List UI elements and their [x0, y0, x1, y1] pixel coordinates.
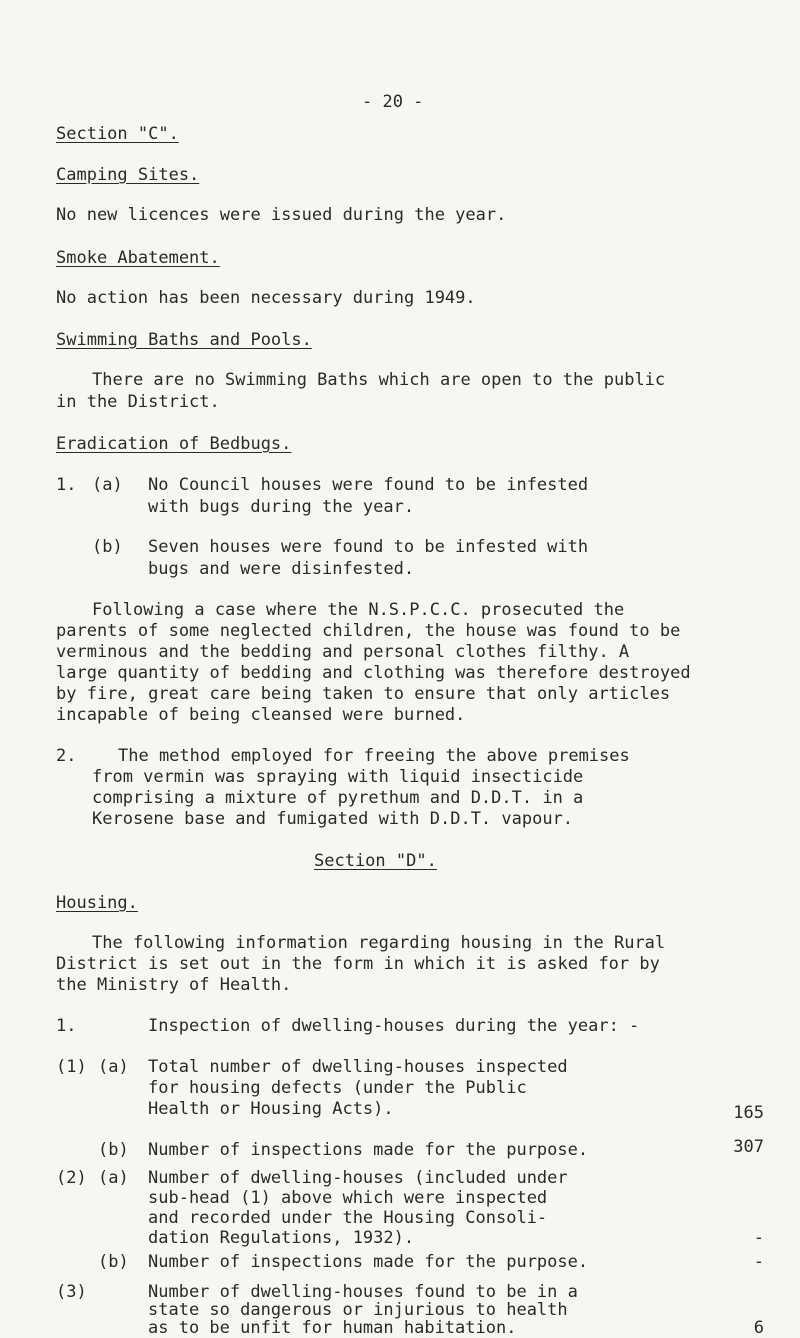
inspection-title: Inspection of dwelling-houses during the year: - [148, 1016, 640, 1036]
swimming-baths-text-line-2: in the District. [56, 392, 220, 412]
row-3-line-3: as to be unfit for human habitation. [148, 1318, 517, 1338]
row-2a-label: (a) [98, 1168, 129, 1188]
bedbugs-item-2-line-2: from vermin was spraying with liquid insecticide [92, 767, 584, 787]
row-2b-value: - [753, 1252, 764, 1272]
smoke-abatement-text: No action has been necessary during 1949. [56, 288, 476, 308]
row-1a-line-3: Health or Housing Acts). [148, 1099, 394, 1119]
row-1a-line-1: Total number of dwelling-houses inspected [148, 1057, 568, 1077]
housing-heading: Housing. [56, 893, 138, 913]
inspection-number: 1. [56, 1016, 77, 1036]
row-2a-value: - [753, 1228, 764, 1248]
bedbugs-paragraph-line-4: large quantity of bedding and clothing was therefore destroyed [56, 663, 691, 683]
row-2b-line-1: Number of inspections made for the purpose. [148, 1252, 589, 1272]
page-number: - 20 - [362, 92, 424, 112]
row-1b-label: (b) [98, 1140, 129, 1160]
housing-intro-line-2: District is set out in the form in which it is asked for by [56, 954, 660, 974]
bedbugs-item-1a-line-1: No Council houses were found to be infested [148, 475, 589, 495]
bedbugs-item-2-line-3: comprising a mixture of pyrethum and D.D.T. in a [92, 788, 584, 808]
bedbugs-paragraph-line-5: by fire, great care being taken to ensure that only articles [56, 684, 671, 704]
bedbugs-paragraph-line-1: Following a case where the N.S.P.C.C. prosecuted the [92, 600, 625, 620]
row-2a-line-3: and recorded under the Housing Consoli- [148, 1208, 548, 1228]
row-2b-label: (b) [98, 1252, 129, 1272]
bedbugs-paragraph-line-3: verminous and the bedding and personal clothes filthy. A [56, 642, 630, 662]
row-3-line-1: Number of dwelling-houses found to be in a [148, 1282, 578, 1302]
camping-sites-text: No new licences were issued during the year. [56, 205, 507, 225]
swimming-baths-text-line-1: There are no Swimming Baths which are open to the public [92, 370, 666, 390]
bedbugs-item-1-number: 1. [56, 475, 77, 495]
row-3-number: (3) [56, 1282, 87, 1302]
bedbugs-item-1b-line-2: bugs and were disinfested. [148, 559, 415, 579]
row-1a-line-2: for housing defects (under the Public [148, 1078, 527, 1098]
row-1a-label: (a) [98, 1057, 129, 1077]
section-c-heading: Section "C". [56, 124, 179, 144]
row-3-line-2: state so dangerous or injurious to health [148, 1300, 568, 1320]
row-1b-value: 307 [733, 1137, 764, 1157]
row-2a-line-1: Number of dwelling-houses (included under [148, 1168, 568, 1188]
bedbugs-item-1b-line-1: Seven houses were found to be infested with [148, 537, 589, 557]
row-2a-line-4: dation Regulations, 1932). [148, 1228, 415, 1248]
swimming-baths-heading: Swimming Baths and Pools. [56, 330, 312, 350]
row-2a-line-2: sub-head (1) above which were inspected [148, 1188, 548, 1208]
camping-sites-heading: Camping Sites. [56, 165, 200, 185]
bedbugs-heading: Eradication of Bedbugs. [56, 434, 292, 454]
bedbugs-item-2-line-1: The method employed for freeing the above premises [118, 746, 630, 766]
row-3-value: 6 [753, 1318, 764, 1338]
bedbugs-item-2-number: 2. [56, 746, 77, 766]
housing-intro-line-1: The following information regarding housing in the Rural [92, 933, 666, 953]
row-1b-line-1: Number of inspections made for the purpose. [148, 1140, 589, 1160]
housing-intro-line-3: the Ministry of Health. [56, 975, 292, 995]
bedbugs-item-1a-line-2: with bugs during the year. [148, 497, 415, 517]
bedbugs-item-1b-label: (b) [92, 537, 123, 557]
bedbugs-item-2-line-4: Kerosene base and fumigated with D.D.T. vapour. [92, 809, 574, 829]
section-d-heading: Section "D". [314, 851, 437, 871]
smoke-abatement-heading: Smoke Abatement. [56, 248, 220, 268]
bedbugs-paragraph-line-6: incapable of being cleansed were burned. [56, 705, 466, 725]
row-1a-value: 165 [733, 1103, 764, 1123]
bedbugs-paragraph-line-2: parents of some neglected children, the house was found to be [56, 621, 681, 641]
bedbugs-item-1a-label: (a) [92, 475, 123, 495]
row-2-number: (2) [56, 1168, 87, 1188]
row-1-number: (1) [56, 1057, 87, 1077]
